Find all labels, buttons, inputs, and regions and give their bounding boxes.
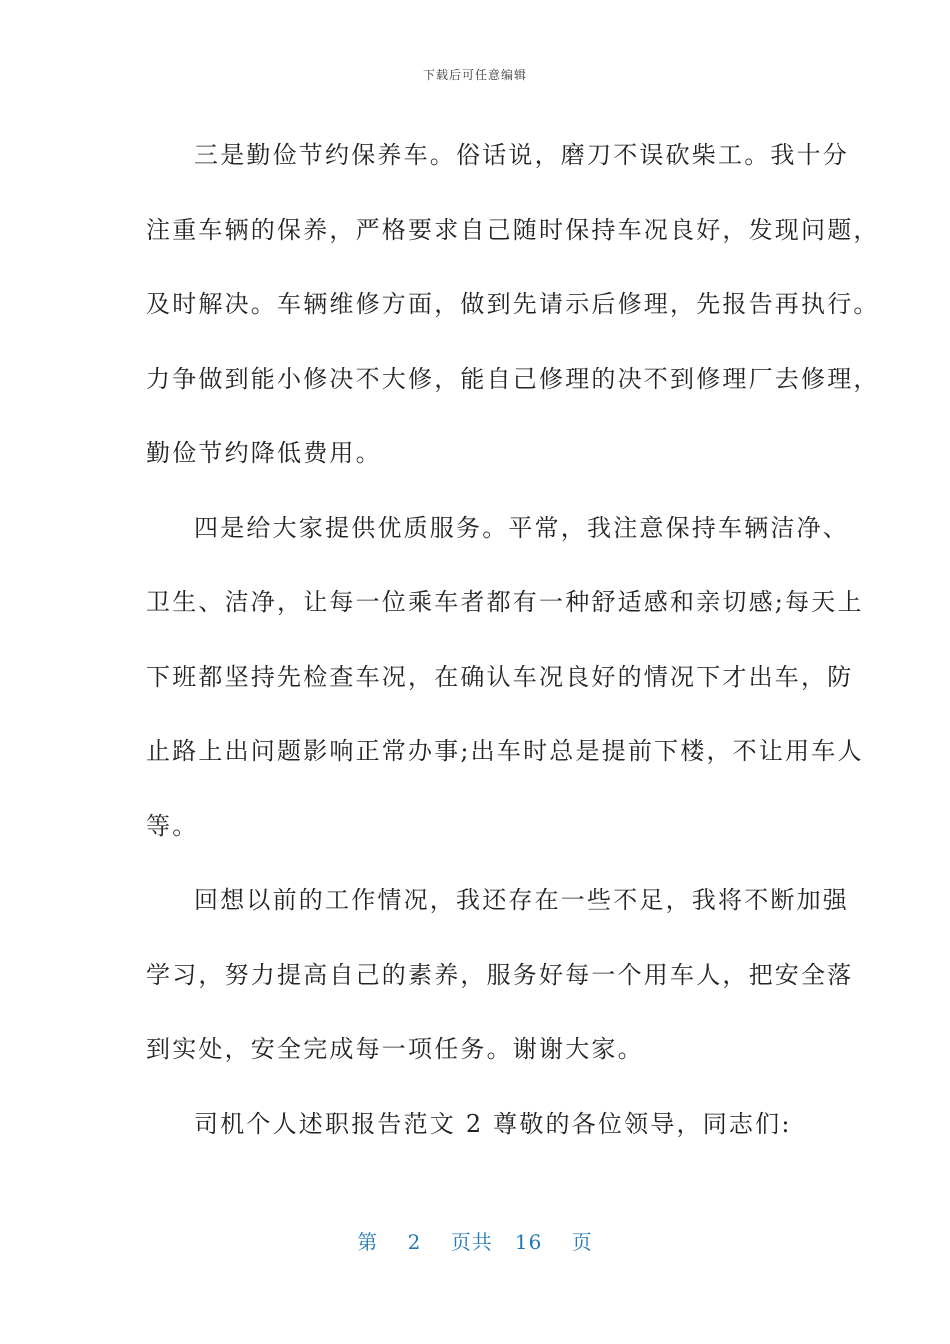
page-footer [0, 1226, 950, 1255]
paragraph-2 [146, 491, 864, 864]
paragraph-line: 到实处，安全完成每一项任务。谢谢大家。 [146, 1035, 644, 1063]
paragraph-line: 止路上出问题影响正常办事;出车时总是提前下楼，不让用车人 [146, 737, 864, 765]
paragraph-line: 勤俭节约降低费用。 [146, 439, 382, 467]
paragraph-1 [146, 118, 880, 491]
current-page-number: 2 [407, 1230, 422, 1254]
paragraph-3 [146, 863, 854, 1087]
footer-middle: 页共 [450, 1230, 493, 1254]
footer-prefix: 第 [357, 1230, 379, 1254]
paragraph-line: 等。 [146, 811, 199, 840]
paragraph-line: 力争做到能小修决不大修，能自己修理的决不到修理厂去修理， [146, 364, 880, 393]
document-body [146, 118, 880, 1161]
paragraph-line: 及时解决。车辆维修方面，做到先请示后修理，先报告再执行。 [146, 290, 880, 318]
page-header: 下载后可任意编辑 [422, 68, 527, 82]
paragraph-4 [146, 1087, 806, 1162]
footer-suffix: 页 [571, 1230, 593, 1254]
paragraph-line: 下班都坚持先检查车况，在确认车况良好的情况下才出车，防 [146, 662, 854, 691]
paragraph-line: 四是给大家提供优质服务。平常，我注意保持车辆洁净、 [194, 513, 849, 542]
paragraph-line: 回想以前的工作情况，我还存在一些不足，我将不断加强 [194, 886, 849, 914]
paragraph-line: 注重车辆的保养，严格要求自己随时保持车况良好，发现问题， [146, 215, 880, 244]
total-pages-number: 16 [514, 1230, 543, 1254]
paragraph-line: 学习，努力提高自己的素养，服务好每一个用车人，把安全落 [146, 960, 854, 989]
paragraph-line: 卫生、洁净，让每一位乘车者都有一种舒适感和亲切感;每天上 [146, 588, 864, 616]
paragraph-line: 司机个人述职报告范文 2 尊敬的各位领导，同志们: [194, 1109, 792, 1138]
paragraph-line: 三是勤俭节约保养车。俗话说，磨刀不误砍柴工。我十分 [194, 141, 849, 169]
